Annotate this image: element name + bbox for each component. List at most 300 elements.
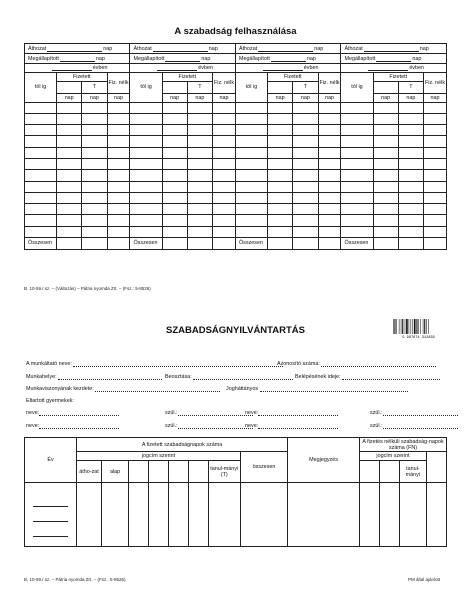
blank-header [129,461,149,483]
data-cell[interactable] [101,483,128,547]
total-cell[interactable] [268,238,293,250]
data-cell[interactable] [187,226,212,237]
study-header-2: tanul-mányi [399,461,426,483]
carryover-label: Áthozat [238,45,258,52]
data-cell[interactable] [268,136,293,147]
carryover-cell[interactable] [235,44,340,54]
data-cell[interactable] [25,136,57,147]
data-cell[interactable] [341,136,373,147]
determined-line[interactable] [271,61,306,62]
data-cell[interactable] [293,192,318,203]
data-cell[interactable] [268,102,293,113]
data-cell[interactable] [398,125,423,136]
year-cell[interactable] [130,64,235,73]
child-birth-field[interactable] [383,424,458,429]
child-birth-label: szül.: [370,410,383,416]
remarks-cell[interactable] [288,483,360,547]
data-cell[interactable] [162,102,187,113]
data-cell[interactable] [25,192,57,203]
paid-sub-blank [268,82,293,94]
data-cell[interactable] [424,113,447,124]
data-cell[interactable] [268,158,293,169]
data-cell[interactable] [398,215,423,226]
determined-line[interactable] [376,61,411,62]
child-name-row [26,423,119,429]
data-cell[interactable] [235,192,267,203]
child-name-field[interactable] [39,424,119,429]
total-cell[interactable] [82,238,107,250]
data-cell[interactable] [162,192,187,203]
year-line[interactable] [33,492,68,507]
year-cell[interactable] [25,483,77,547]
data-cell[interactable] [213,204,236,215]
data-cell[interactable] [25,170,57,181]
data-cell[interactable] [318,113,341,124]
data-cell[interactable] [187,170,212,181]
table-row [25,125,447,136]
data-cell[interactable] [235,125,267,136]
data-cell[interactable] [25,204,57,215]
data-cell[interactable] [130,192,162,203]
data-cell[interactable] [398,147,423,158]
data-cell[interactable] [293,136,318,147]
data-cell[interactable] [379,483,399,547]
barcode-bar [420,319,421,334]
data-cell[interactable] [57,226,82,237]
data-cell[interactable] [424,181,447,192]
barcode-bar [423,319,424,334]
data-cell[interactable] [268,226,293,237]
data-cell[interactable] [318,158,341,169]
data-cell[interactable] [57,215,82,226]
data-cell[interactable] [213,170,236,181]
day-unit: nap [314,45,324,52]
data-cell[interactable] [25,147,57,158]
day-unit: nap [419,45,429,52]
entitlement-label: Jogháttányos [226,386,259,392]
data-cell[interactable] [208,483,240,547]
data-cell[interactable] [213,226,236,237]
data-cell[interactable] [268,181,293,192]
data-cell[interactable] [235,226,267,237]
paid-sub-blank [57,82,82,94]
year-cell[interactable] [341,64,447,73]
determined-cell[interactable] [25,54,130,64]
year-line[interactable] [33,507,68,522]
data-cell[interactable] [82,147,107,158]
determined-cell[interactable] [341,54,447,64]
data-cell[interactable] [162,158,187,169]
year-line[interactable] [263,70,303,71]
data-cell[interactable] [213,125,236,136]
from-to-header: tól ig [130,73,162,103]
carryover-cell[interactable] [341,44,447,54]
determined-cell[interactable] [235,54,340,64]
data-cell[interactable] [82,215,107,226]
unpaid-header: Fiz. nélk [424,73,447,94]
data-cell[interactable] [149,483,169,547]
data-cell[interactable] [424,192,447,203]
child-birth-field[interactable] [178,424,253,429]
child-birth-field[interactable] [178,411,253,416]
workplace-field[interactable] [58,375,162,380]
data-cell[interactable] [82,125,107,136]
year-line[interactable] [33,522,68,537]
data-cell[interactable] [373,158,398,169]
total-cell[interactable] [293,238,318,250]
data-cell[interactable] [162,215,187,226]
data-cell[interactable] [187,102,212,113]
data-cell[interactable] [107,102,130,113]
total-header: összesen [240,452,287,483]
entitlement-field[interactable] [260,387,408,392]
carryover-line[interactable] [258,51,313,52]
data-cell[interactable] [268,170,293,181]
data-cell[interactable] [293,181,318,192]
by-title-header-2: jogcím szerint [360,452,427,461]
data-cell[interactable] [293,204,318,215]
data-cell[interactable] [130,102,162,113]
total-cell[interactable] [213,238,236,250]
data-cell[interactable] [318,204,341,215]
data-cell[interactable] [424,147,447,158]
total-cell[interactable] [187,238,212,250]
data-cell[interactable] [399,483,426,547]
data-cell[interactable] [213,181,236,192]
data-cell[interactable] [318,192,341,203]
data-cell[interactable] [373,113,398,124]
data-cell[interactable] [82,113,107,124]
determined-line[interactable] [60,61,95,62]
carryover-line[interactable] [47,51,102,52]
data-cell[interactable] [107,125,130,136]
data-cell[interactable] [235,170,267,181]
data-cell[interactable] [398,181,423,192]
data-cell[interactable] [318,102,341,113]
data-cell[interactable] [341,125,373,136]
data-cell[interactable] [293,215,318,226]
data-cell[interactable] [213,215,236,226]
data-cell[interactable] [341,147,373,158]
blank-header [149,461,169,483]
year-line[interactable] [157,70,197,71]
data-cell[interactable] [341,102,373,113]
carryover-cell[interactable] [130,44,235,54]
data-cell[interactable] [107,113,130,124]
total-cell[interactable] [424,238,447,250]
data-cell[interactable] [107,226,130,237]
data-cell[interactable] [398,170,423,181]
data-cell[interactable] [373,170,398,181]
data-cell[interactable] [398,113,423,124]
data-cell[interactable] [424,215,447,226]
total-cell[interactable] [57,238,82,250]
data-cell[interactable] [107,147,130,158]
table-row [25,192,447,203]
data-cell[interactable] [82,204,107,215]
data-cell[interactable] [107,204,130,215]
data-cell[interactable] [162,147,187,158]
data-cell[interactable] [187,192,212,203]
data-cell[interactable] [25,226,57,237]
data-cell[interactable] [293,125,318,136]
total-cell[interactable] [162,238,187,250]
data-cell[interactable] [424,204,447,215]
data-cell[interactable] [373,125,398,136]
data-cell[interactable] [57,170,82,181]
child-birth-field[interactable] [383,411,458,416]
data-cell[interactable] [268,125,293,136]
data-cell[interactable] [373,215,398,226]
data-cell[interactable] [235,204,267,215]
data-cell[interactable] [341,158,373,169]
data-cell[interactable] [107,158,130,169]
data-cell[interactable] [268,113,293,124]
data-cell[interactable] [168,483,188,547]
data-cell[interactable] [235,181,267,192]
data-cell[interactable] [235,113,267,124]
data-cell[interactable] [129,483,149,547]
day-unit-header: nap [293,93,318,102]
data-cell[interactable] [213,158,236,169]
data-cell[interactable] [187,204,212,215]
data-cell[interactable] [268,192,293,203]
data-cell[interactable] [130,215,162,226]
determined-line[interactable] [165,61,200,62]
data-cell[interactable] [187,113,212,124]
day-unit-header: nap [162,93,187,102]
data-cell[interactable] [341,226,373,237]
barcode-bar [402,319,403,334]
data-cell[interactable] [187,181,212,192]
data-cell[interactable] [318,226,341,237]
entry-date-field[interactable] [342,375,440,380]
data-cell[interactable] [373,102,398,113]
data-cell[interactable] [373,136,398,147]
child-name-field[interactable] [258,411,338,416]
year-line[interactable] [52,70,92,71]
data-cell[interactable] [82,192,107,203]
data-cell[interactable] [213,102,236,113]
data-cell[interactable] [77,483,102,547]
page2-footer-right: PM által ajánlott [408,577,441,582]
data-cell[interactable] [268,147,293,158]
data-cell[interactable] [25,125,57,136]
data-cell[interactable] [162,204,187,215]
year-cell[interactable] [235,64,340,73]
data-cell[interactable] [187,158,212,169]
data-cell[interactable] [25,158,57,169]
determined-label: Megállapított [344,55,376,62]
data-cell[interactable] [130,113,162,124]
carryover-line[interactable] [153,51,208,52]
unpaid-header: Fiz. nélk [318,73,341,94]
determined-cell[interactable] [130,54,235,64]
data-cell[interactable] [213,136,236,147]
data-cell[interactable] [318,125,341,136]
data-cell[interactable] [162,113,187,124]
data-cell[interactable] [293,102,318,113]
data-cell[interactable] [130,158,162,169]
barcode-bar [426,319,427,334]
data-cell[interactable] [57,181,82,192]
day-unit-header: nap [424,93,447,102]
data-cell[interactable] [424,170,447,181]
data-cell[interactable] [107,170,130,181]
data-cell[interactable] [235,136,267,147]
data-cell[interactable] [318,181,341,192]
data-cell[interactable] [57,102,82,113]
data-cell[interactable] [130,125,162,136]
employment-start-row [26,386,220,392]
total-cell[interactable] [107,238,130,250]
data-cell[interactable] [235,102,267,113]
id-number-row [277,361,436,367]
data-cell[interactable] [187,136,212,147]
data-cell[interactable] [25,215,57,226]
data-cell[interactable] [398,226,423,237]
paid-header: Fizetett [57,73,107,82]
data-cell[interactable] [162,181,187,192]
data-cell[interactable] [318,170,341,181]
data-cell[interactable] [82,158,107,169]
total-cell[interactable] [373,238,398,250]
total-cell[interactable] [398,238,423,250]
carryover-cell[interactable] [25,44,130,54]
data-cell[interactable] [162,226,187,237]
entry-date-row [295,374,440,380]
data-cell[interactable] [424,136,447,147]
paid-header: Fizetett [373,73,423,82]
position-field[interactable] [193,375,293,380]
data-cell[interactable] [57,192,82,203]
data-cell[interactable] [424,125,447,136]
data-cell[interactable] [235,215,267,226]
entry-date-label: Belépésének ideje: [295,374,341,380]
data-cell[interactable] [341,215,373,226]
data-cell[interactable] [82,226,107,237]
data-cell[interactable] [57,158,82,169]
data-cell[interactable] [293,170,318,181]
data-cell[interactable] [398,102,423,113]
data-cell[interactable] [373,226,398,237]
data-cell[interactable] [130,204,162,215]
data-cell[interactable] [341,181,373,192]
data-cell[interactable] [82,181,107,192]
data-cell[interactable] [293,158,318,169]
table-row [25,226,447,237]
data-cell[interactable] [341,204,373,215]
data-cell[interactable] [107,181,130,192]
data-cell[interactable] [268,204,293,215]
data-cell[interactable] [293,113,318,124]
blank-header [379,461,399,483]
data-cell[interactable] [82,102,107,113]
data-cell[interactable] [25,113,57,124]
data-cell[interactable] [318,147,341,158]
data-cell[interactable] [373,181,398,192]
data-cell[interactable] [373,204,398,215]
data-cell[interactable] [341,192,373,203]
data-cell[interactable] [424,158,447,169]
data-cell[interactable] [57,204,82,215]
data-cell[interactable] [373,192,398,203]
data-cell[interactable] [57,136,82,147]
data-cell[interactable] [213,147,236,158]
data-cell[interactable] [57,125,82,136]
data-cell[interactable] [25,102,57,113]
data-cell[interactable] [424,226,447,237]
data-cell[interactable] [427,483,447,547]
year-line[interactable] [368,70,408,71]
data-cell[interactable] [82,136,107,147]
data-cell[interactable] [240,483,287,547]
data-cell[interactable] [341,113,373,124]
data-cell[interactable] [341,170,373,181]
data-cell[interactable] [130,136,162,147]
data-cell[interactable] [82,170,107,181]
data-cell[interactable] [187,147,212,158]
total-cell[interactable] [318,238,341,250]
year-header: Év [25,438,77,483]
data-cell[interactable] [398,158,423,169]
employment-start-field[interactable] [95,387,220,392]
data-cell[interactable] [130,170,162,181]
data-cell[interactable] [293,226,318,237]
year-cell[interactable] [25,64,130,73]
data-cell[interactable] [235,158,267,169]
data-cell[interactable] [107,136,130,147]
carryover-line[interactable] [364,51,419,52]
data-cell[interactable] [107,192,130,203]
data-cell[interactable] [213,113,236,124]
data-cell[interactable] [360,483,380,547]
child-name-field[interactable] [39,411,119,416]
data-cell[interactable] [293,147,318,158]
data-cell[interactable] [398,192,423,203]
determined-label: Megállapított [133,55,165,62]
child-name-field[interactable] [258,424,338,429]
barcode-bar [409,319,410,334]
total-label: Összesen [25,238,57,250]
data-cell[interactable] [373,147,398,158]
data-cell[interactable] [318,136,341,147]
data-cell[interactable] [187,125,212,136]
data-cell[interactable] [130,147,162,158]
data-cell[interactable] [57,147,82,158]
data-cell[interactable] [268,215,293,226]
data-cell[interactable] [25,181,57,192]
data-cell[interactable] [107,215,130,226]
data-cell[interactable] [188,483,208,547]
data-cell[interactable] [162,125,187,136]
study-header: T [82,82,107,94]
data-cell[interactable] [398,136,423,147]
data-cell[interactable] [130,226,162,237]
data-cell[interactable] [235,147,267,158]
data-cell[interactable] [162,136,187,147]
data-cell[interactable] [57,113,82,124]
employer-name-field[interactable] [73,362,283,367]
data-cell[interactable] [318,215,341,226]
data-cell[interactable] [187,215,212,226]
data-cell[interactable] [398,204,423,215]
data-cell[interactable] [213,192,236,203]
id-number-field[interactable] [321,362,436,367]
data-cell[interactable] [162,170,187,181]
data-cell[interactable] [130,181,162,192]
data-cell[interactable] [424,102,447,113]
